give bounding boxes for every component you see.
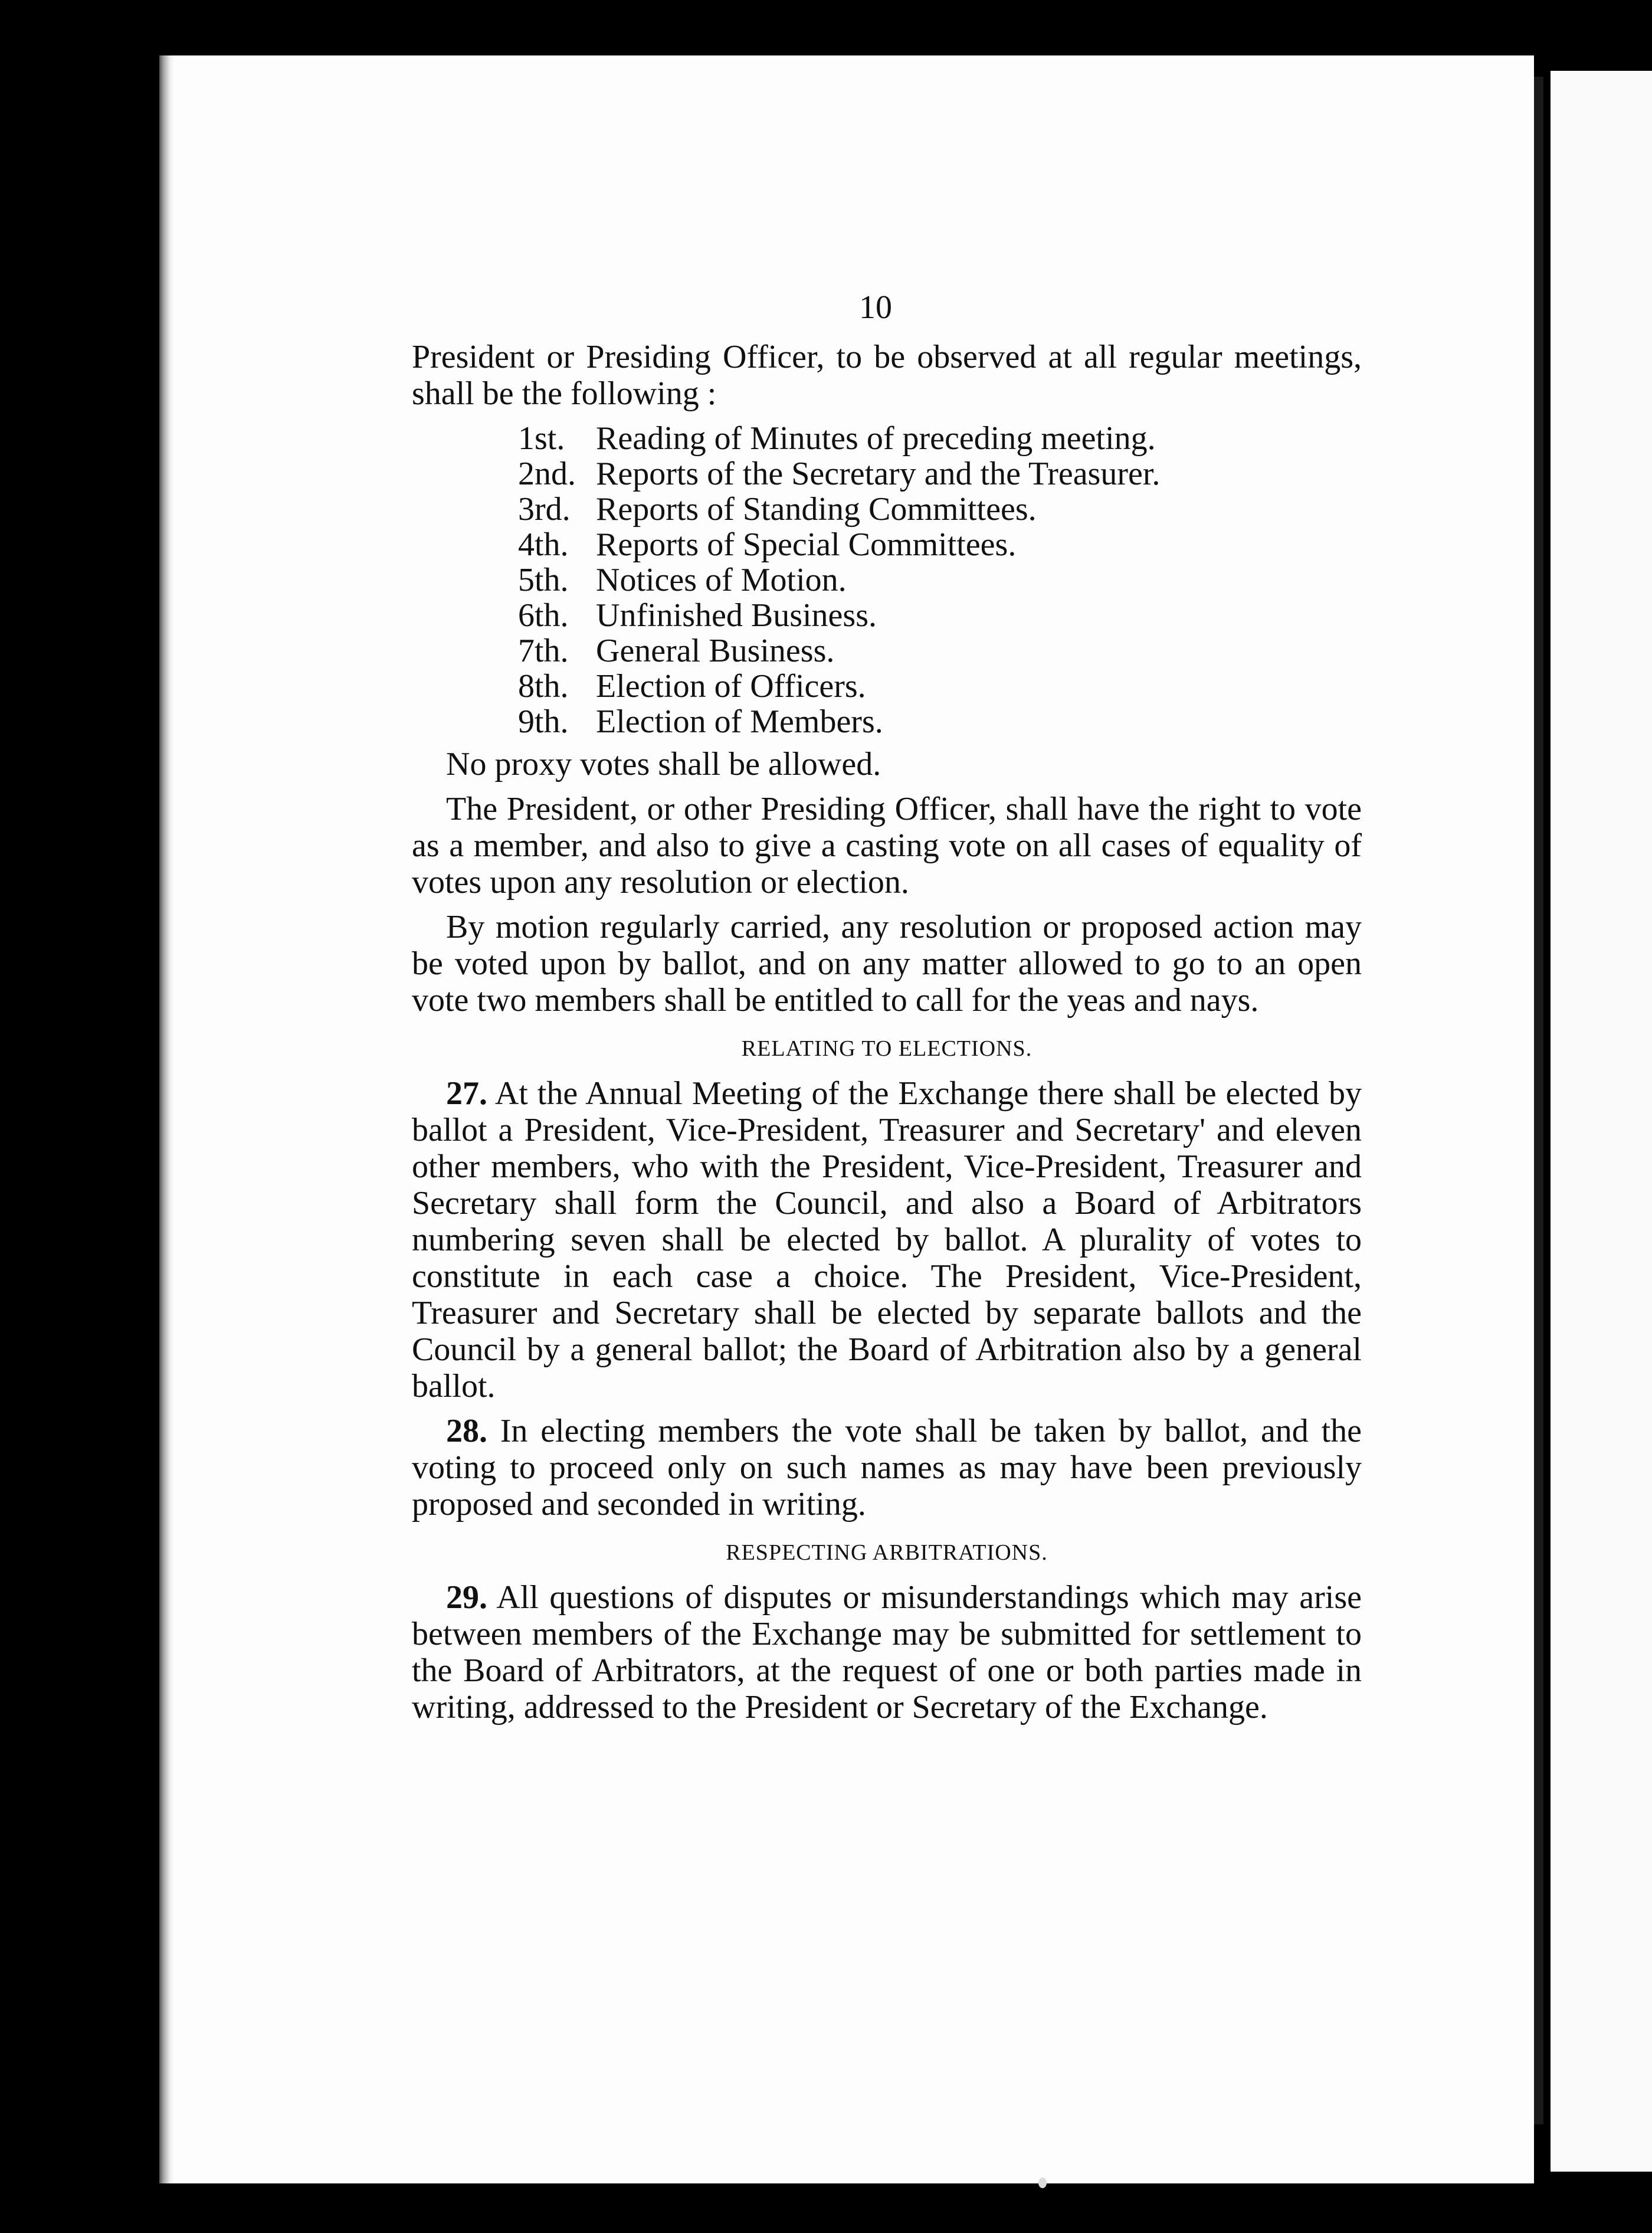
- item-text: Notices of Motion.: [596, 562, 847, 598]
- section-number: 28.: [446, 1413, 487, 1449]
- item-ordinal: 2nd.: [518, 456, 576, 492]
- list-item: [518, 526, 1362, 562]
- list-item: [518, 562, 1362, 597]
- section-28: [412, 1413, 1362, 1523]
- order-of-business-list: [518, 420, 1362, 739]
- item-text: Reports of Special Committees.: [596, 526, 1017, 563]
- item-ordinal: 1st.: [518, 420, 565, 457]
- ballot-rule: By motion regularly carried, any resolution or proposed action may be voted upon by ballot, and on any matter allowed to go to an open vote two members shall be entitled to call for the yeas and nays.: [412, 909, 1362, 1019]
- list-item: [518, 633, 1362, 668]
- item-text: Reports of Standing Committees.: [596, 491, 1037, 528]
- item-ordinal: 7th.: [518, 633, 569, 669]
- list-item: [518, 420, 1362, 456]
- section-27: [412, 1075, 1362, 1404]
- item-text: Election of Members.: [596, 703, 883, 740]
- item-ordinal: 9th.: [518, 703, 569, 740]
- item-text: General Business.: [596, 633, 835, 669]
- section-number: 27.: [446, 1075, 487, 1112]
- item-ordinal: 5th.: [518, 562, 569, 598]
- list-item: [518, 668, 1362, 703]
- adjacent-page: [1551, 71, 1652, 2172]
- section-text: All questions of disputes or misunderstandings which may arise between members of the Exchange may be submitted for settlement to the Board of Arbitrators, at the request of one or both parties made in writing, addressed to the President or Secretary of the Exchange.: [412, 1579, 1362, 1726]
- heading-arbitrations: RESPECTING ARBITRATIONS.: [726, 1540, 1048, 1565]
- item-ordinal: 3rd.: [518, 491, 571, 528]
- page-number: 10: [859, 289, 892, 326]
- item-ordinal: 8th.: [518, 668, 569, 705]
- list-item: [518, 597, 1362, 633]
- item-ordinal: 6th.: [518, 597, 569, 634]
- page-binding-edge: [159, 55, 175, 2183]
- list-item: [518, 703, 1362, 739]
- item-ordinal: 4th.: [518, 526, 569, 563]
- casting-vote-rule: The President, or other Presiding Officer, shall have the right to vote as a member, and also to give a casting vote on all cases of equality of votes upon any resolution or election.: [412, 791, 1362, 901]
- item-text: Election of Officers.: [596, 668, 866, 705]
- section-text: In electing members the vote shall be taken by ballot, and the voting to proceed only on such names as may have been previously proposed and seconded in writing.: [412, 1413, 1362, 1523]
- item-text: Reports of the Secretary and the Treasurer.: [596, 456, 1161, 492]
- heading-elections: RELATING TO ELECTIONS.: [741, 1036, 1032, 1061]
- section-text: At the Annual Meeting of the Exchange there shall be elected by ballot a President, Vice-President, Treasurer and Secretary' and eleven other members, who with the President, Vice-President, Treasurer and Secretary shall form the Council, and also a Board of Arbitrators numbering seven shall be elected by ballot. A plurality of votes to constitute in each case a choice. The President, Vice-President, Treasurer and Secretary shall be elected by separate ballots and the Council by a general ballot; the Board of Arbitration also by a general ballot.: [412, 1075, 1362, 1404]
- section-29: [412, 1579, 1362, 1726]
- list-item: [518, 456, 1362, 491]
- item-text: Unfinished Business.: [596, 597, 877, 634]
- list-item: [518, 491, 1362, 526]
- intro-paragraph: President or Presiding Officer, to be observed at all regular meetings, shall be the following :: [412, 339, 1362, 412]
- scan-speck: [1038, 2178, 1047, 2188]
- page-text: [412, 289, 1362, 1726]
- section-number: 29.: [446, 1579, 487, 1616]
- item-text: Reading of Minutes of preceding meeting.: [596, 420, 1156, 457]
- page-right-edge: [1534, 77, 1543, 2124]
- proxy-rule: No proxy votes shall be allowed.: [446, 746, 881, 782]
